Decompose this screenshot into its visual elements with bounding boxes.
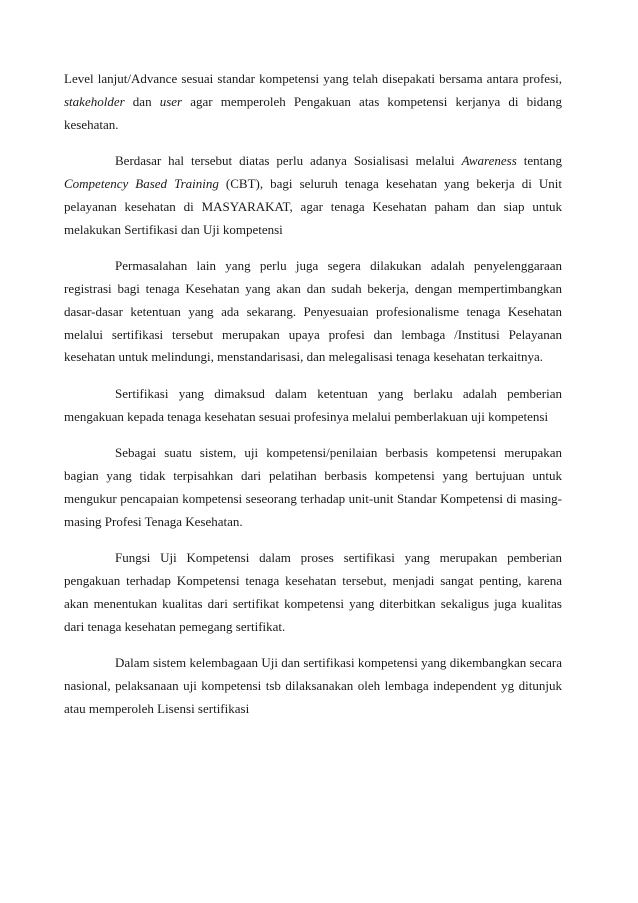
paragraph — [64, 150, 562, 241]
paragraph — [64, 652, 562, 720]
paragraph-text: dan — [124, 93, 160, 109]
paragraph — [64, 442, 562, 533]
paragraph — [64, 383, 562, 429]
italic-term: user — [159, 93, 183, 109]
paragraph-text: Berdasar hal tersebut diatas perlu adanya Sosialisasi melalui — [115, 153, 462, 169]
document-body — [64, 68, 562, 735]
italic-term: Awareness — [461, 153, 517, 169]
paragraph — [64, 68, 562, 136]
paragraph-text: Level lanjut/Advance sesuai standar kompetensi yang telah disepakati bersama antara profesi, — [64, 71, 562, 86]
paragraph-text: Sertifikasi yang dimaksud dalam ketentuan yang berlaku adalah pemberian mengakuan kepada tenaga kesehatan sesuai profesinya melalui pemberlakuan uji kompetensi — [64, 385, 562, 424]
paragraph-text: Dalam sistem kelembagaan Uji dan sertifikasi kompetensi yang dikembangkan secara nasional, pelaksanaan uji kompetensi tsb dilaksanakan oleh lembaga independent yg ditunjuk atau memperoleh Lisensi sertifikasi — [64, 655, 562, 716]
italic-term: Competency Based Training — [64, 175, 219, 191]
paragraph-text: Permasalahan lain yang perlu juga segera dilakukan adalah penyelenggaraan registrasi bagi tenaga Kesehatan yang akan dan sudah bekerja, dengan mempertimbangkan dasar-dasar ketentuan yang ada sekarang. Penyesuaian profesionalisme tenaga Kesehatan melalui sertifikasi tersebut merupakan upaya profesi dan lembaga /Institusi Pelayanan kesehatan untuk melindungi, menstandarisasi, dan melegalisasi tenaga kesehatan terkaitnya. — [64, 258, 562, 365]
italic-term: stakeholder — [64, 93, 125, 109]
paragraph — [64, 255, 562, 369]
paragraph-text: Fungsi Uji Kompetensi dalam proses sertifikasi yang merupakan pemberian pengakuan terhadap Kompetensi tenaga kesehatan tersebut, menjadi sangat penting, karena akan menentukan kualitas dari sertifikat kompetensi yang diterbitkan sekaligus juga kualitas dari tenaga kesehatan pemegang sertifikat. — [64, 550, 562, 634]
paragraph-text: Sebagai suatu sistem, uji kompetensi/penilaian berbasis kompetensi merupakan bagian yang tidak terpisahkan dari pelatihan berbasis kompetensi yang bertujuan untuk mengukur pencapaian kompetensi seseorang terhadap unit-unit Standar Kompetensi di masing-masing Profesi Tenaga Kesehatan. — [64, 445, 562, 529]
paragraph — [64, 547, 562, 638]
paragraph-text: (CBT), bagi seluruh tenaga kesehatan yang bekerja di Unit pelayanan kesehatan di MASYARAKAT, agar tenaga Kesehatan paham dan siap untuk melakukan Sertifikasi dan Uji kompetensi — [64, 175, 562, 237]
paragraph-text: tentang — [516, 153, 562, 169]
paragraph-text: agar memperoleh Pengakuan atas kompetensi kerjanya di bidang kesehatan. — [64, 93, 562, 132]
